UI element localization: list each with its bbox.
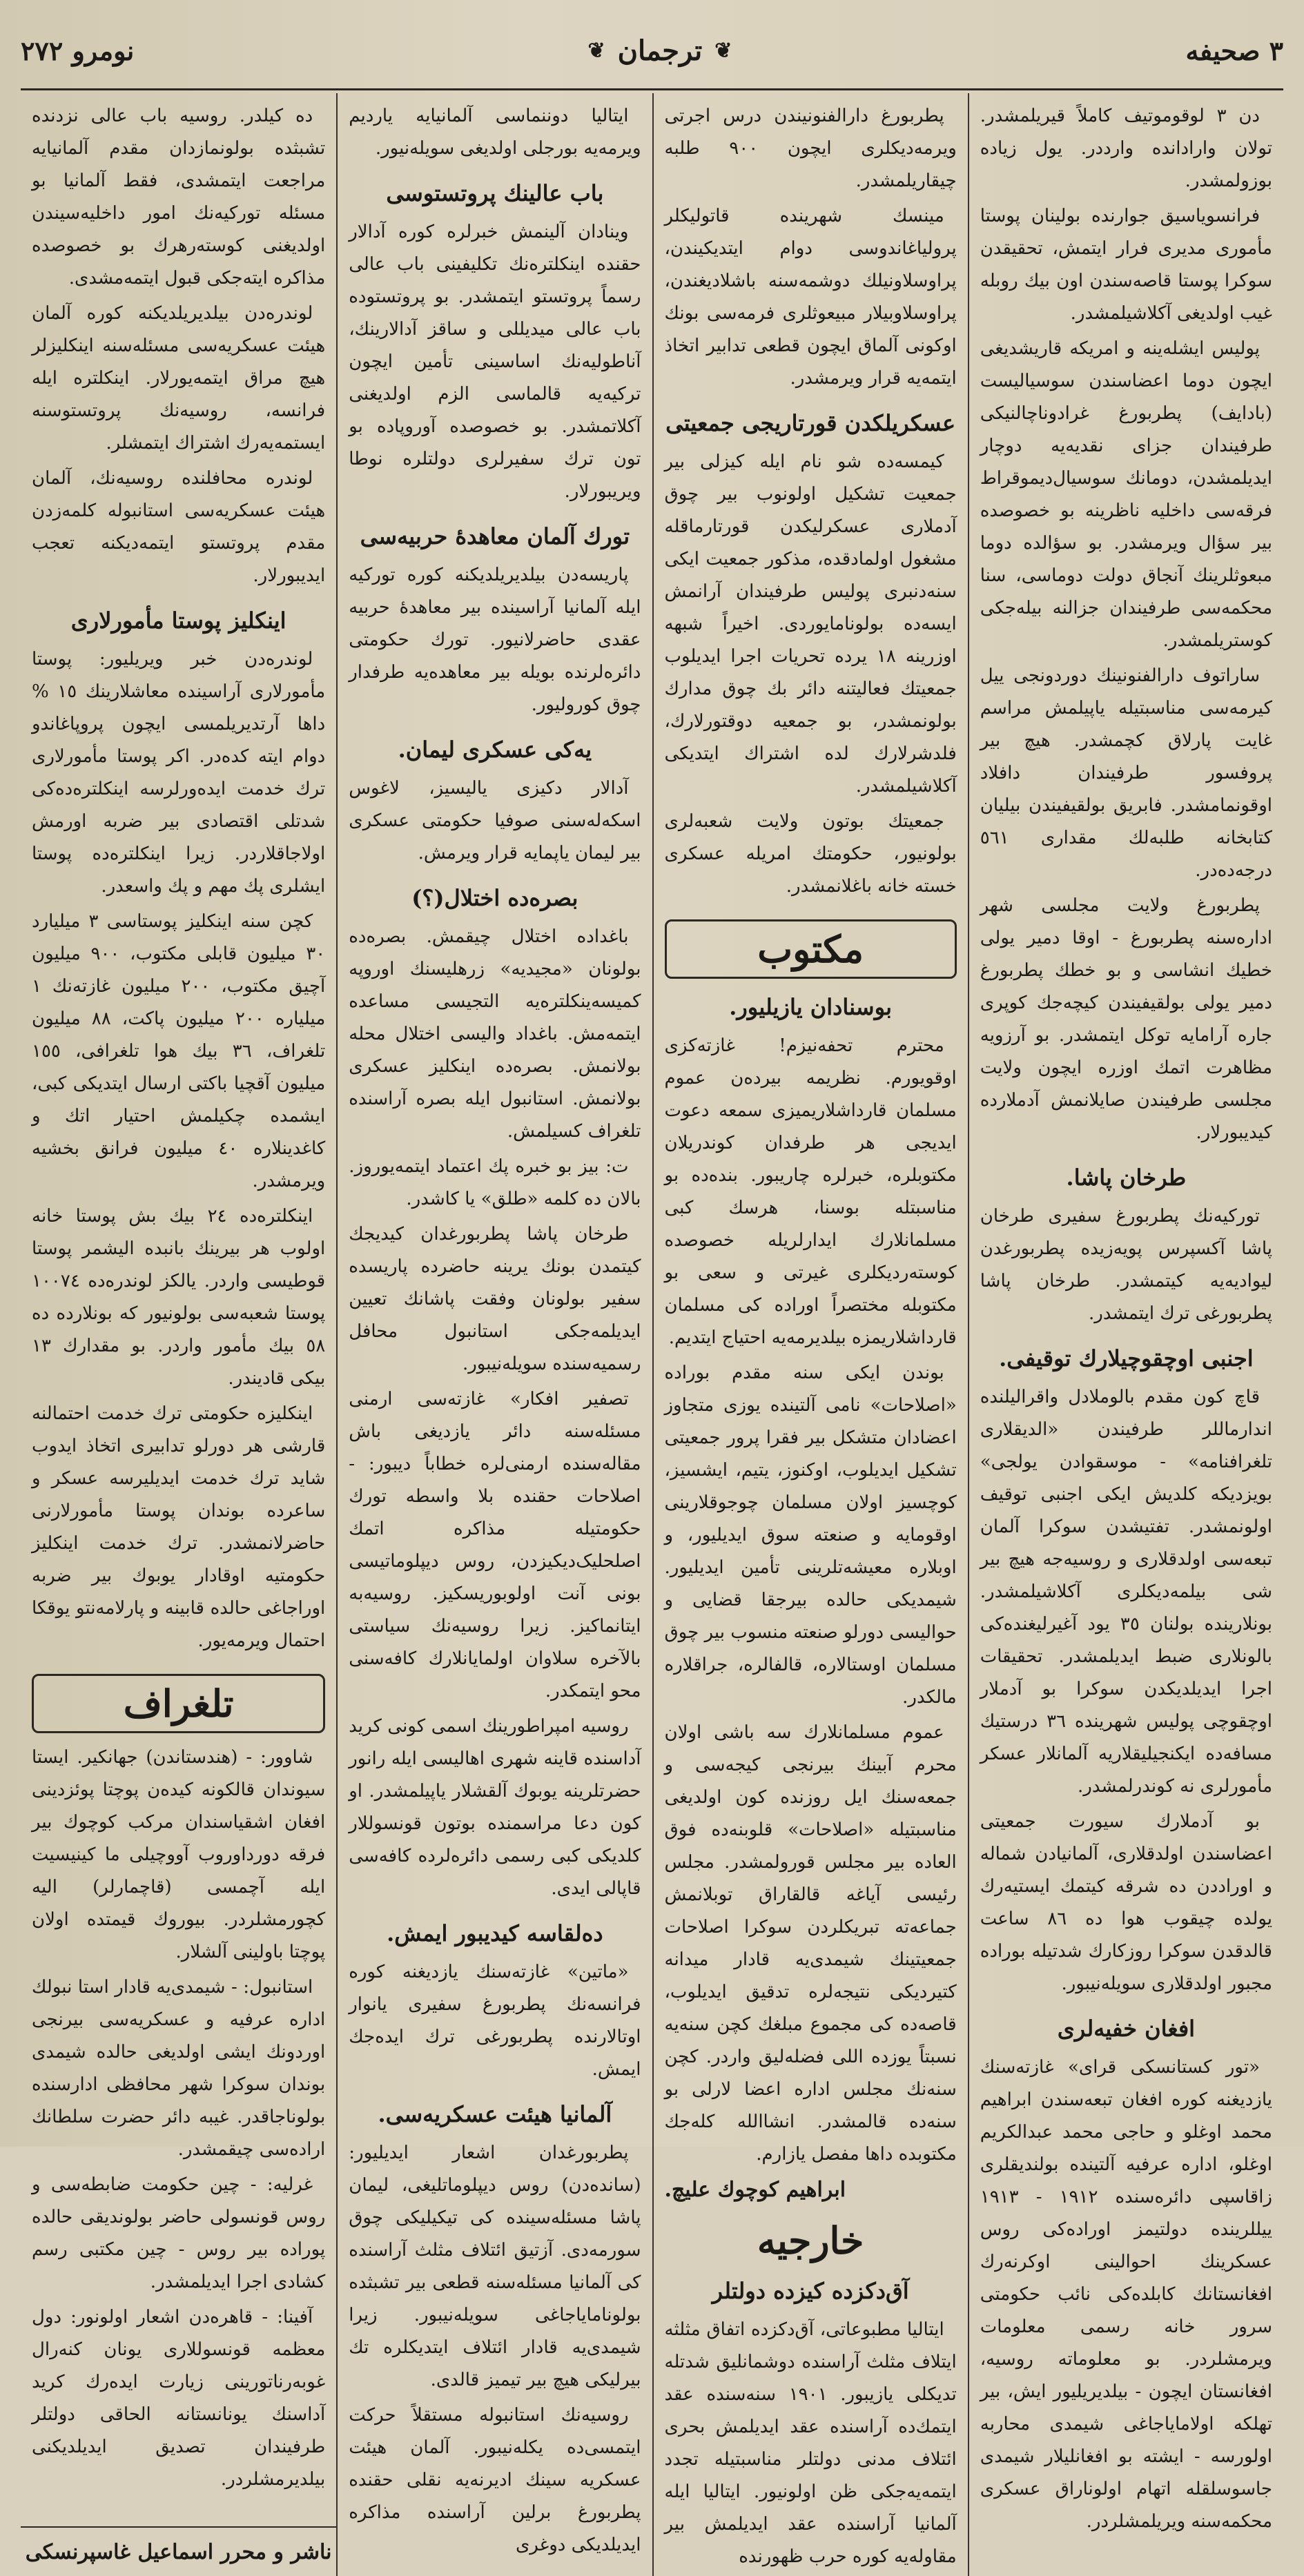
article-paragraph: روسیه امپراطورینك اسمی کونی کرید آداسنده قاینه شهری اهالیسی ایله رانور حضرتلرینه یوبوك آلقشلار یاپیلمشدر. او کون دعا مراسمنده بوتون قونسوللار کلدیکی کبی رسمی دائره‌لرده کافه‌سی قاپالی ایدی.	[349, 1716, 641, 1899]
article-paragraph: مینسك شهرینده قاتولیکلر پرولیاغاندوسی دوام ایتدیکیندن، پراوسلاونیلك دوشمه‌سنه باشلادیغندن، پراوسلاوبیلار مبیعوثلری فرمه‌سی بونك اوکونی آلماق ایچون قطعی تدابیر اتخاذ ایتمه‌یه قرار ویرمشدر.	[664, 206, 957, 389]
article-heading: یه‌کی عسکری لیمان.	[398, 736, 592, 763]
article-columns	[21, 93, 1283, 2567]
article-heading: بوسنادان یازیلیور.	[729, 994, 893, 1020]
article-heading: آلمانیا هیئت عسکریه‌سی.	[378, 2101, 612, 2127]
article-paragraph: آفینا: - قاهره‌دن اشعار اولونور: دول معظمه قونسوللاری یونان کنه‌رال غوبه‌رناتورینی زیارت ایده‌رك کرید آداسنك یونانستانه الحاقی دولتلر طرفیندان تصدیق ایدیلدیکنی بیلدیرمشلردر.	[32, 2307, 326, 2490]
article-paragraph: وینادان آلینمش خبرلره کوره آدالار حقنده اینکلتره‌نك تکلیفینی باب عالی رسماً پروتستو ایتمشدر. بو پروتستوده باب عالی میدیللی و ساقز آدالارینك، آناطولیه‌نك اساسینی تأمین ایچون ترکیه‌یه قالماسی الزم اولدیغنی آکلاتمشدر. بو خصوصده آوروپاده بو تون ترك سفیرلری دولتلره نوطا ویریبورلار.	[349, 222, 641, 502]
article-paragraph: اینکلیزه حکومتی ترك خدمت احتمالنه قارشی هر دورلو تدابیری اتخاذ ایدوب شاید ترك خدمت ایدیلیرسه عسکر و ساعرده بوندان پوستا مأمورلارنی حاضرلانمشدر. ترك خدمت اینکلیز حکومتیه اوقادار یوبوك بیر ضربه اوراجاغی حالده قابینه و پارلامه‌نتو یوقکا احتمال ویرمه‌یور.	[32, 1403, 326, 1651]
article-paragraph: بو آدملارك سیورت جمعیتی اعضاسندن اولدقلاری، آلمانیادن شماله و اوراددن ده شرقه کیتمك ایستیه‌رك یولده چیقوب هوا ده ٨٦ ساعت قالدقدن سوکرا روزکارك شدتیله بوراده مجبور اولدقلاری سویله‌نیبور.	[980, 1811, 1273, 1994]
article-paragraph: لوندره محافلنده روسیه‌نك، آلمان هیئت عسکریه‌سی استانبوله کلمه‌زدن مقدم پروتستو ایتمه‌دیکنه تعجب ایدیبورلار.	[32, 468, 326, 586]
article-paragraph: پولیس ایشله‌ینه و امریکه قاریشدیغی ایچون دوما اعضاسندن سوسیالیست (بادایف) پطربورغ غرادونا‌چالنیکی طرفیندان جزای نقدیه‌یه دوچار ایدیلمشدن، دومانك سوسیال‌دیموقراط فرقه‌سی داخلیه ناظرینه بو خصوصده بیر سؤال ویرمشدر. بو سؤالده دوما مبعوثلرینك آنجاق دولت دوماسی، سنا محکمه‌سی طرفیندان جزالنه بیله‌جکی کوستریلمشدر.	[980, 338, 1272, 651]
section-banner: مکتوب	[665, 919, 957, 979]
ornament-icon: ❦	[587, 38, 605, 63]
article-heading: بصره‌ده اختلال(؟)	[411, 885, 578, 911]
article-paragraph: جمعیتك بوتون ولایت شعبه‌لری بولونیور، حکومتك امریله عسکری خسته خانه باغلانمشدر.	[664, 811, 957, 897]
article-heading: خارجیه	[757, 2218, 864, 2263]
article-paragraph: باغداده اختلال چیقمش. بصره‌ده بولو‌نان «مجیدیه» زرهلیسنك اوروپه کمیسه‌ینکلتره‌یه التجیسی مساعده ایتمه‌مش. باغداد والیسی اختلال محله بولانمش. بصره‌ده اینکلیز عسکری بولانمش. استانبول ایله بصره آراسنده تلغراف کسیلمش.	[349, 926, 641, 1142]
issue-number: نومرو ٢٧٢	[21, 35, 135, 66]
article-paragraph: پطربورغ ولایت مجلسی شهر اداره‌سنه پطربورغ - اوقا دمیر یولی خطیك انشاسی و بو خطك پطربورغ دمیر یولی بولقیفیندن کیچه‌جك کوپری جاره آرامایه توکل ایتمشدر. بو آرزویه مظاهرت اتمك اوزره ایچون ولایت مجلسی طرفیندن صایلانمش آدملارده کیدیبورلار.	[980, 895, 1272, 1143]
column-4	[21, 93, 336, 2576]
article-paragraph: فرانسویاسیق جوارنده بولینان پوستا مأموری مدیری فرار ایتمش، تحقیقدن سوکرا پوستا قاصه‌سندن اون بیك روبله غیب اولدیغی آکلاشیلمشدر.	[980, 206, 1272, 324]
article-heading: طرخان پاشا.	[1066, 1164, 1187, 1191]
article-paragraph: استانبول: - شیمدی‌یه قادار استا نبولك اداره عرفیه و عسکریه‌سی بیرنجی اوردونك ایشی اولدیغی حالده شیمدی بوندان سوکرا شهر محافظی ادارسنده بولوناجاقدر. غیبه دائر حضرت سلطانك اراده‌سی چیقمشدر.	[32, 1977, 326, 2160]
article-paragraph: آدالار دکیزی یالیسیز، لاغوس اسکه‌له‌سنی صوفیا حکومتی عسکری بیر لیمان یاپمایه قرار ویرمش.	[349, 778, 641, 863]
article-paragraph: قاچ کون مقدم بالوملادل واقرالیلنده اندارماللر طرفیندن «الدیقلاری تلغرافنامه» - موسقوادن یولجی» بویزدیکه کلدیش ایکی اجنبی توقیف اولونمشدر. تفتیشدن سوکرا آلمان تبعه‌سی اولدقلاری و روسیه‌جه هیچ بیر شی بیلمه‌دیکلری آکلاشیلمشدر. بونلارینده بولنان ٣٥ یود آغیرلیغنده‌کی بالونلاری ضبط ایدیلمشدر. تحقیقات اجرا ایدیلدیکدن سوکرا بو آدملار اوچقوچی پولیس شهرینده ٣٦ درستیك مسافه‌ده ایکنجیلیقلاریه آلمانلار عسکر مأمورلری نه کوندرلمشدر.	[980, 1387, 1273, 1797]
article-paragraph: دن ٣ لوقوموتیف کاملاً قیریلمشدر. تولان وارادانده وارددر. یول زیاده بوزولمشدر.	[980, 106, 1272, 191]
article-paragraph: محترم تحفه‌نیزم! غازته‌کزی اوقویورم. نظریمه بیرده‌ن عموم مسلمان قارداشلاریمیزی سمعه دعوت ایدیجی هر طرفدان کوندریلان مکتوبلره، خبرلره چاریبور. بنده‌ده بو مناسبتله بوسنا، هرسك کبی مسلمانلارك ایدارلریله خصوصده کوسته‌ردیکلری غیرتی و سعی بو مکتوبله مختصراً اوراده کی مسلمان قارداشلاریمزه بیلدیرمه‌یه احتیاج ایتدیم.	[664, 1035, 957, 1348]
article-paragraph: شاوور: - (هندستاندن) جهانکیر. ایستا سیوندان قالکونه کیده‌ن پوچتا پوئزدینی افغان اشقیاسندان مرکب کوچوك بیر فرقه دورداوروب آووچیلی ما کینیسیت ایله آچمسی (قاچمارلر) الیه کچورمشلردر. بیوروك قیمتده اولان پوچتا باولینی آلشلار.	[32, 1747, 326, 1962]
article-paragraph: بوندن ایکی سنه مقدم بوراده «اصلاحات» نامی آلتینده یوزی متجاوز اعضادان متشکل بیر فقرا پرور جمعیتی تشکیل ایدیلوب، اوکنوز، یتیم، ایشسیز، کوچسیز اولان مسلمان چوجوقلارینی اوقومایه و صنعته سوق ایدیلیور، و اوبلاره معیشه‌تلرینی تأمین ایدیلیور. شیمدیکی حالده بیرجقا قضایی و حوالیسی دورلو صنعته منسوب بیر چوق مسلمان اوستالاره، قالفالره، جراقلاره مالکدر.	[664, 1363, 957, 1708]
article-heading: اینکلیز پوستا مأمورلاری	[70, 607, 286, 634]
column-2	[652, 93, 968, 2576]
column-3	[336, 93, 652, 2576]
article-paragraph: عموم مسلمانلارك سه باشی اولان محرم آبینك بیرنجی کیجه‌سی و جمعه‌سنك ایل روزنده کون اولدیغی مناسبتیله «اصلاحات» قلوبنه‌ده فوق العاده بیر مجلس قورولمشدر. مجلس رئیسی آیاغه قالقاراق توبلانمش جماعه‌ته تبریکلردن سوکرا اصلاحات جمعیتینك شیمدی‌یه قادار میدانه کتیردیکی نتیجه‌لره تدقیق ایدیلوب، قاصه‌ده کی مجموع مبلغك کچن سنه‌یه نسبتاً یوزده اللی فضله‌لیق واردر. کچن سنه‌نك مجلس اداره اعضا لارلی بو سنه‌ده قالمشدر. انشاالله کله‌جك مکتوبده داها مفصل یازارم.	[664, 1722, 957, 2165]
masthead	[21, 12, 1283, 90]
article-heading: عسکریلکدن قورتاریجی جمعیتی	[665, 410, 956, 436]
article-paragraph: ده کیلدر. روسیه باب عالی نزدنده تشبثده بولونمازدان مقدم آلمانیایه مراجعت ایتمشدی، فقط آلمانیا بو مسئله تورکیه‌نك امور داخلیه‌سیندن اولدیغنی کوسته‌رهرك بو خصوصده مذاکره ایته‌جکی قبول ایتمه‌مشدی.	[32, 106, 326, 289]
article-paragraph: غرلیه: - چین حکومت ضابطه‌سی و روس قونسولی حاضر بولوندیقی حالده پوراده بیر روس - چین مکتبی رسم کشادی اجرا ایدیلمشدر.	[32, 2174, 326, 2292]
article-paragraph: ت: بیز بو خبره پك اعتماد ایتمه‌یوروز. بالان ده کلمه «طلق» یا کاشدر.	[349, 1156, 641, 1209]
article-heading: ده‌لقاسه کیدیبور ایمش.	[387, 1920, 603, 1946]
article-heading: باب عالینك پروتستوسی	[386, 180, 604, 206]
article-paragraph: تصفیر افکار» غازته‌سی ارمنی مسئله‌سنه دائر یازدیغی باش مقاله‌سنده ارمنی‌لره خطاباً دیبور: - اصلاحات حقنده بلا واسطه تورك حکومتیله مذاکره اتمك اصلحلیک‌دیکیزدن، روس دیپلوماتیسی بونی آنت اولوبوریسکیز. روسیه‌به ایتانماکیز. زیرا روسیه‌نك سیاستی بالآخره سلاوان اولمایانلارك کافه‌سنی محو ایتمکدر.	[349, 1389, 641, 1701]
article-paragraph: پطربورغ دارالفنونیندن درس اجرتی ویرمه‌دیکلری ایچون ٩٠٠ طلبه چیقاریلمشدر.	[664, 106, 957, 191]
article-heading: افغان خفیه‌لری	[1057, 2016, 1195, 2042]
author-signature: ابراهیم کوچوك علیچ.	[664, 2178, 846, 2202]
article-paragraph: کچن سنه اینکلیز پوستاسی ٣ میلیارد ٣٠ میلیون قابلی مکتوب، ٩٠٠ میلیون آچیق مکتوب، ٢٠٠ میلیون غازته‌نك ١ میلیاره ٢٠٠ میلیون پاکت، ٨٨ میلیون تلغراف، ٣٦ بیك هوا تلغرافی، ١٥٥ میلیون آقچیا باکتی ارسال ایتدیکی کبی، ایشمده چکیلمش احتیار اتك و کاغدینلاره ٤٠ میلیون فرانق بخشیه ویرمشدر.	[32, 911, 326, 1191]
section-banner: تلغراف	[32, 1674, 325, 1733]
article-paragraph: لوندره‌دن خبر ویریلیور: پوستا مأمورلاری آراسینده معاشلارینك ١٥ % داها آرتدیریلمسی ایچون پروپاغاندو دوام ایته کده‌در. اکر پوستا مأمورلاری ترك خدمت ایده‌ورلرسه اینکلتره‌ده‌کی شدتلی اقتصادی بیر ضربه اورمش اولاجاقلاردر. زیرا اینکلتره‌ده پوستا ایشلری پك مهم و پك واسعدر.	[32, 649, 326, 897]
column-1	[968, 93, 1283, 2576]
article-heading: آق‌دکزده کیزده دولتلر	[712, 2278, 909, 2304]
article-paragraph: روسیه‌نك استانبوله مستقلاً حرکت ایتمسی‌ده یکله‌نیبور. آلمان هیئت عسکریه سینك ادیرنه‌یه نقلی حقنده پطربورغ برلین آراسنده مذاکره ایدیلدیکی دوغری	[349, 2405, 641, 2555]
article-paragraph: طرخان پاشا پطربورغدان کیدیجك کیتمدن بونك یرینه حاضرده پاریسده سفیر بولونان وفقت پاشانك تعیین ایدیلمه‌جکی استانبول محافل رسمیه‌سنده سویله‌نیبور.	[349, 1224, 641, 1374]
article-paragraph: اینکلتره‌ده ٢٤ بیك بش پوستا خانه اولوب هر بیرینك بانبده الیشمر پوستا قوطیسی واردر. یالکز لوندره‌ده ١٠٠٧٤ پوستا شعبه‌سی بولونیور که بونلارده ده ٥٨ بیك مأمور واردر. بو مقدارك ١٣ بیکی قادیندر.	[32, 1206, 326, 1389]
article-paragraph: پاریسه‌دن بیلدیریلدیکنه کوره تورکیه ایله آلمانیا آراسینده بیر معاهدهٔ حربیه عقدی حاضرلانیور. تورك حکومتی دائره‌لرنده بویله بیر معاهده‌یه طرفدار چوق کورولیور.	[349, 565, 641, 715]
article-paragraph: «تور کستانسکی قرای» غازته‌سنك یازدیغنه کوره افغان تبعه‌سندن ابراهیم محمد اوغلو و حاجی محمد عبدالکریم اوغلو، اداره عرفیه آلتینده بولندیقلری زاقاسپی دائره‌سنده ١٩١٢ - ١٩١٣ ییللرینده دولتیمز اوراده‌کی روس عسکرینك احوالینی اوکرنه‌رك افغانستانك کابلده‌کی نائب حکومتی سرور خانه رسمی معلومات ویرمشلردر. بو معلوماته روسیه، افغانستان ایچون - بیلدیریلیور ایش، بیر تهلکه اولامایاجاغی شیمدی محاربه اولورسه - ایشته بو افغانلیلار شیمدی جاسوسلقله اتهام اولوناراق عسکری محکمه‌سنه ویریلمشلردر.	[980, 2057, 1272, 2532]
article-paragraph: ساراتوف دارالفنونینك دوردونجی ییل کیرمه‌سی مناسبتیله یاپیلمش مراسم غایت پارلاق کچمشدر. هیچ بیر پروفسور طرفیندان دافلاد اوقونمامشدر. فابریق بولقیفیندن بیلیان کتابخانه طلبه‌لك مقداری ٥٦١ درجه‌ده‌در.	[980, 665, 1272, 881]
article-heading: اجنبی اوچقوچیلارك توقیفی.	[999, 1345, 1254, 1372]
page-number: ٣ صحیفه	[1185, 35, 1283, 66]
article-paragraph: ایتالیا مطبوعاتی، آق‌دکزده اتفاق مثلثه ایتلاف مثلث آراسنده دوشمانلیق شدتله تدیکلی یازیبور. ١٩٠١ سنه‌سنده عقد ایتمك‌ده آراسنده عقد ایدیلمش بحری ائتلاف مدنی دولتلر مناسبتیله تجدد ایتمه‌یه‌جکی ظن اولونیور. ایتالیا ایله آلمانیا آراسنده عقد ایدیلمش بیر مقاوله‌یه کوره حرب ظهورنده	[664, 2319, 957, 2567]
article-paragraph: «ماتین» غازته‌سنك یازدیغنه کوره فرانسه‌نك پطربورغ سفیری یانوار اوتالارنده پطربورغی ترك ایده‌جك ایمش.	[349, 1962, 641, 2080]
publisher-footer: ناشر و محرر اسماعیل غاسپرنسکی	[21, 2526, 336, 2576]
article-paragraph: ایتالیا دوننماسی آلمانیایه یاردیم ویرمه‌یه بورجلی اولدیغی سویله‌نیور.	[349, 106, 641, 159]
article-paragraph: توركیه‌نك پطربورغ سفیری طرخان پاشا آکسپرس پویه‌زیده پطربورغدن لیوادیه‌یه کیتمشدر. طرخان پاشا پطربورغی ترك ایتمشدر.	[980, 1206, 1272, 1324]
article-paragraph: پطربورغدان اشعار ایدیلیور: (سانده‌دن) روس دیپلوماتلیغی، لیمان پاشا مسئله‌سینده کی تیکیلیکی چوق سورمه‌دی. آزتیق ائتلاف مثلث آراسنده کی آلمانیا مسئله‌سنه قطعی بیر تشبثده بولونامایاجاغی سویله‌نیبور. زیرا شیمدی‌یه قادار ائتلاف ایتدیکلره تك بیرلیکی هیچ بیر تیمیز قالدی.	[349, 2143, 641, 2390]
article-paragraph: کیمسه‌ده شو نام ایله کیزلی بیر جمعیت تشکیل اولونوب بیر چوق آدملاری عسکرلیکدن قورتارماقله مشغول اولمادقده، مذکور جمعیت ایکی سنه‌دنبری پولیس طرفیندان آرانمش ایسه‌ده بولونامایوردی. اخیراً شبهه اوزرینه ١٨ یرده تحریات اجرا ایدیلوب جمعیتك فعالیتنه دائر بك چوق مدارك بولونمشدر، بو جمعیه دوقتورلارك، فلدشرلارك لده اشتراك ایتدیکی آکلاشیلمشدر.	[664, 451, 957, 797]
ornament-icon: ❦	[714, 38, 732, 63]
newspaper-title: ترجمان	[617, 34, 703, 67]
article-heading: تورك آلمان معاهدهٔ حربیه‌سی	[360, 523, 630, 549]
newspaper-title-block	[587, 35, 732, 67]
article-paragraph: لوندره‌دن بیلدیریلدیکنه کوره آلمان هیئت عسکریه‌سی مسئله‌سنه اینکلیزلر هیچ مراق ایتمه‌یورلار. اینکلتره ایله فرانسه، روسیه‌نك پروتستوسنه ایستمه‌یه‌رك اشتراك ایتمشلر.	[32, 303, 326, 453]
